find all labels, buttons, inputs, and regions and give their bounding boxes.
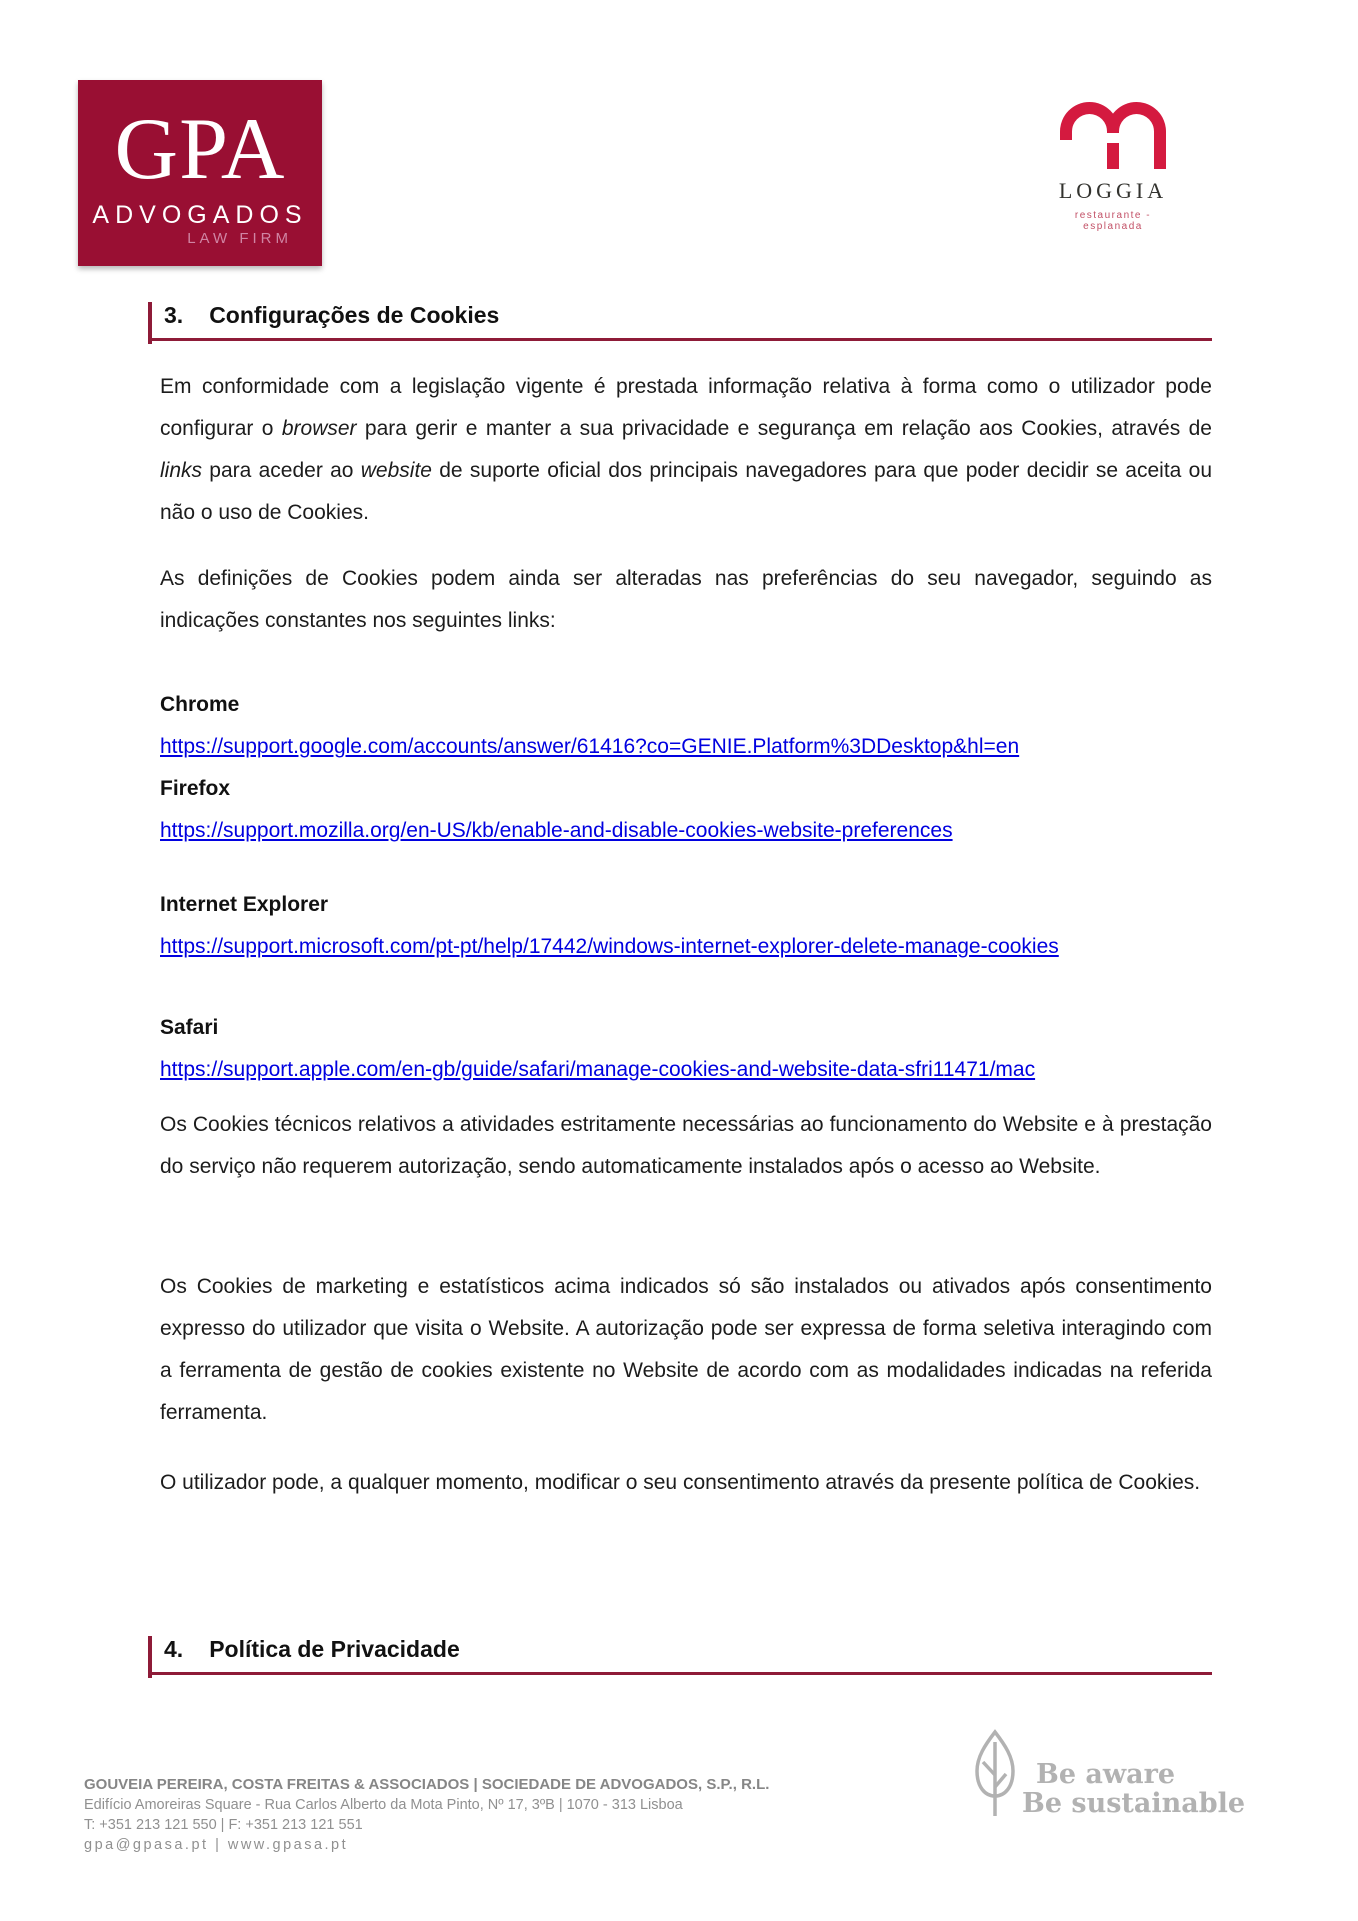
loggia-logo <box>1056 102 1170 232</box>
section-heading-cookies <box>148 300 1212 341</box>
sustainability-slogan <box>1022 1760 1245 1818</box>
italic-browser: browser <box>281 417 357 440</box>
italic-website: website <box>360 459 432 482</box>
gpa-advogados-logo <box>78 80 322 266</box>
browser-link-ie-row <box>160 926 1212 968</box>
gpa-logo-lawfirm-label: LAW FIRM <box>187 230 292 247</box>
paragraph-definitions: As definições de Cookies podem ainda ser alteradas nas preferências do seu navegador, seguindo as indicações constantes nos seguintes links: <box>160 567 1212 632</box>
italic-links: links <box>160 459 203 482</box>
paragraph-intro-text: Em conformidade com a legislação vigente é prestada informação relativa à forma como o utilizador pode configurar o <box>160 375 1212 440</box>
loggia-logo-tagline: restaurante - esplanada <box>1074 210 1152 232</box>
browser-link-chrome-row <box>160 726 1212 768</box>
loggia-m-arches-icon <box>1060 102 1166 169</box>
section-heading-privacy <box>148 1634 1212 1675</box>
browser-link-firefox[interactable]: https://support.mozilla.org/en-US/kb/enable-and-disable-cookies-website-preferences <box>160 819 953 842</box>
gpa-logo-advogados-label: ADVOGADOS <box>92 201 308 229</box>
loggia-logo-name: LOGGIA <box>1058 178 1168 203</box>
paragraph-modify-consent: O utilizador pode, a qualquer momento, modificar o seu consentimento através da presente política de Cookies. <box>160 1471 1201 1494</box>
footer-address: Edifício Amoreiras Square - Rua Carlos Alberto da Mota Pinto, Nº 17, 3ºB | 1070 - 313 Lisboa <box>84 1797 683 1813</box>
browser-links-ie <box>160 884 1212 968</box>
heading-left-bar <box>148 1636 152 1678</box>
gpa-logo-acronym: GPA <box>114 101 286 198</box>
paragraph-technical-cookies: Os Cookies técnicos relativos a atividades estritamente necessárias ao funcionamento do Website e à prestação do serviço não requerem autorização, sendo automaticamente instalados após o acesso ao Website. <box>160 1113 1212 1178</box>
browser-link-chrome[interactable]: https://support.google.com/accounts/answer/61416?co=GENIE.Platform%3DDesktop&hl=en <box>160 735 1020 758</box>
leaf-icon <box>972 1728 1018 1823</box>
footer-contacts: gpa@gpasa.pt | www.gpasa.pt <box>84 1837 349 1853</box>
paragraph-intro: Em conformidade com a legislação vigente é prestada informação relativa à forma como o utilizador pode configurar o browser para gerir e manter a sua privacidade e segurança em relação aos Cookies, através de links para aceder ao website de suporte oficial dos principais navegadores para que poder decidir se aceita ou não o uso de Cookies. <box>160 375 1212 524</box>
sustainability-line2: Be sustainable <box>1022 1788 1246 1819</box>
browser-label-ie: Internet Explorer <box>160 893 329 916</box>
browser-link-safari-row <box>160 1049 1212 1091</box>
browser-links-chrome-firefox <box>160 684 1212 852</box>
footer-phones: T: +351 213 121 550 | F: +351 213 121 551 <box>84 1817 363 1833</box>
section-title: Configurações de Cookies <box>209 302 500 328</box>
browser-link-safari[interactable]: https://support.apple.com/en-gb/guide/safari/manage-cookies-and-website-data-sfri11471/mac <box>160 1058 1036 1081</box>
heading-left-bar <box>148 302 152 344</box>
browser-link-ie[interactable]: https://support.microsoft.com/pt-pt/help/17442/windows-internet-explorer-delete-manage-cookies <box>160 935 1059 958</box>
footer-firm-info <box>84 1775 844 1855</box>
browser-label-chrome: Chrome <box>160 693 240 716</box>
sustainability-line1: Be aware <box>1036 1759 1176 1790</box>
browser-links-safari <box>160 1007 1212 1091</box>
sustainability-badge <box>972 1728 1245 1823</box>
section-number: 4. <box>164 1636 184 1662</box>
browser-label-firefox: Firefox <box>160 777 231 800</box>
browser-label-safari: Safari <box>160 1016 219 1039</box>
footer-company-name: GOUVEIA PEREIRA, COSTA FREITAS & ASSOCIADOS | SOCIEDADE DE ADVOGADOS, S.P., R.L. <box>84 1776 770 1793</box>
paragraph-marketing-cookies: Os Cookies de marketing e estatísticos acima indicados só são instalados ou ativados após consentimento expresso do utilizador que visita o Website. A autorização pode ser expressa de forma seletiva interagindo com a ferramenta de gestão de cookies existente no Website de acordo com as modalidades indicadas na referida ferramenta. <box>160 1275 1212 1424</box>
browser-link-firefox-row <box>160 810 1212 852</box>
section-number: 3. <box>164 302 184 328</box>
section-title: Política de Privacidade <box>209 1636 460 1662</box>
